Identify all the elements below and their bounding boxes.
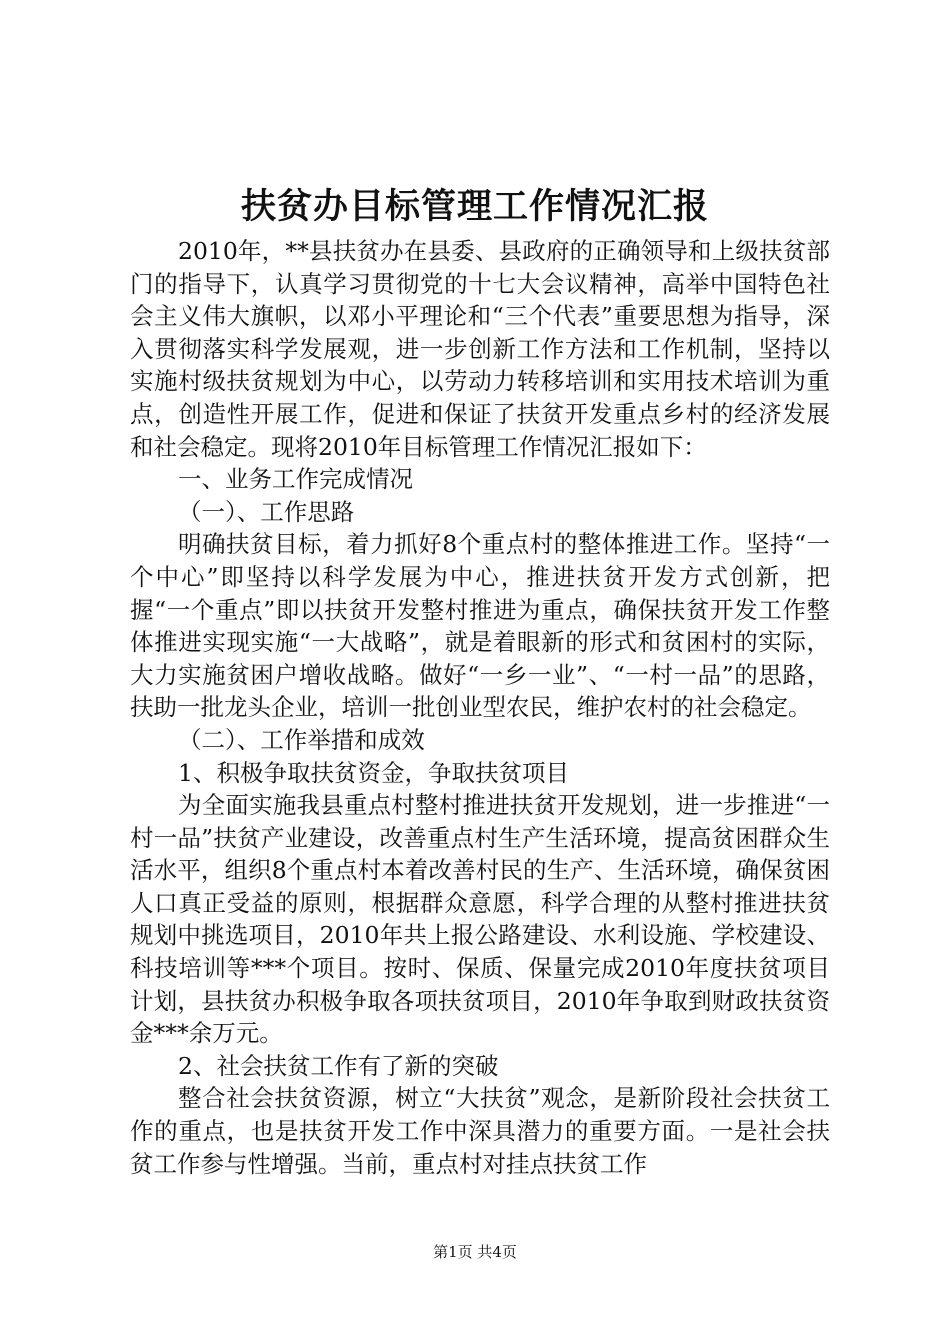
- item-heading-1: 1、积极争取扶贫资金，争取扶贫项目: [178, 758, 569, 787]
- document-title: 扶贫办目标管理工作情况汇报: [240, 186, 709, 227]
- item-heading-2: 2、社会扶贫工作有了新的突破: [178, 1051, 499, 1080]
- subsection-1-paragraph: 明确扶贫目标，着力抓好8个重点村的整体推进工作。坚持“一个中心”即坚持以科学发展为中心，推进扶贫开发方式创新，把握“一个重点”即以扶贫开发整村推进为重点，确保扶贫开发工作整体推进实现实施“一大战略”，就是着眼新的形式和贫困村的实际，大力实施贫困户增收战略。做好“一乡一业”、“一村一品”的思路，扶助一批龙头企业，培训一批创业型农民，维护农村的社会稳定。: [130, 530, 830, 722]
- document-body: [130, 235, 830, 1180]
- intro-paragraph: 2010年，**县扶贫办在县委、县政府的正确领导和上级扶贫部门的指导下，认真学习贯彻党的十七大会议精神，高举中国特色社会主义伟大旗帜，以邓小平理论和“三个代表”重要思想为指导，深入贯彻落实科学发展观，进一步创新工作方法和工作机制，坚持以实施村级扶贫规划为中心，以劳动力转移培训和实用技术培训为重点，创造性开展工作，促进和保证了扶贫开发重点乡村的经济发展和社会稳定。现将2010年目标管理工作情况汇报如下：: [130, 237, 830, 461]
- section-heading-1: 一、业务工作完成情况: [178, 465, 413, 494]
- item-2-paragraph: 整合社会扶贫资源，树立“大扶贫”观念，是新阶段社会扶贫工作的重点，也是扶贫开发工作中深具潜力的重要方面。一是社会扶贫工作参与性增强。当前，重点村对挂点扶贫工作: [130, 1084, 830, 1178]
- subsection-heading-2: （二）、工作举措和成效: [178, 725, 425, 754]
- subsection-heading-1: （一）、工作思路: [178, 497, 355, 526]
- page-footer: 第1页 共4页: [433, 1243, 517, 1261]
- item-1-paragraph: 为全面实施我县重点村整村推进扶贫开发规划，进一步推进“一村一品”扶贫产业建设，改善重点村生产生活环境，提高贫困群众生活水平，组织8个重点村本着改善村民的生产、生活环境，确保贫困人口真正受益的原则，根据群众意愿，科学合理的从整村推进扶贫规划中挑选项目，2010年共上报公路建设、水利设施、学校建设、科技培训等***个项目。按时、保质、保量完成2010年度扶贫项目计划，县扶贫办积极争取各项扶贫项目，2010年争取到财政扶贫资金***余万元。: [130, 791, 830, 1048]
